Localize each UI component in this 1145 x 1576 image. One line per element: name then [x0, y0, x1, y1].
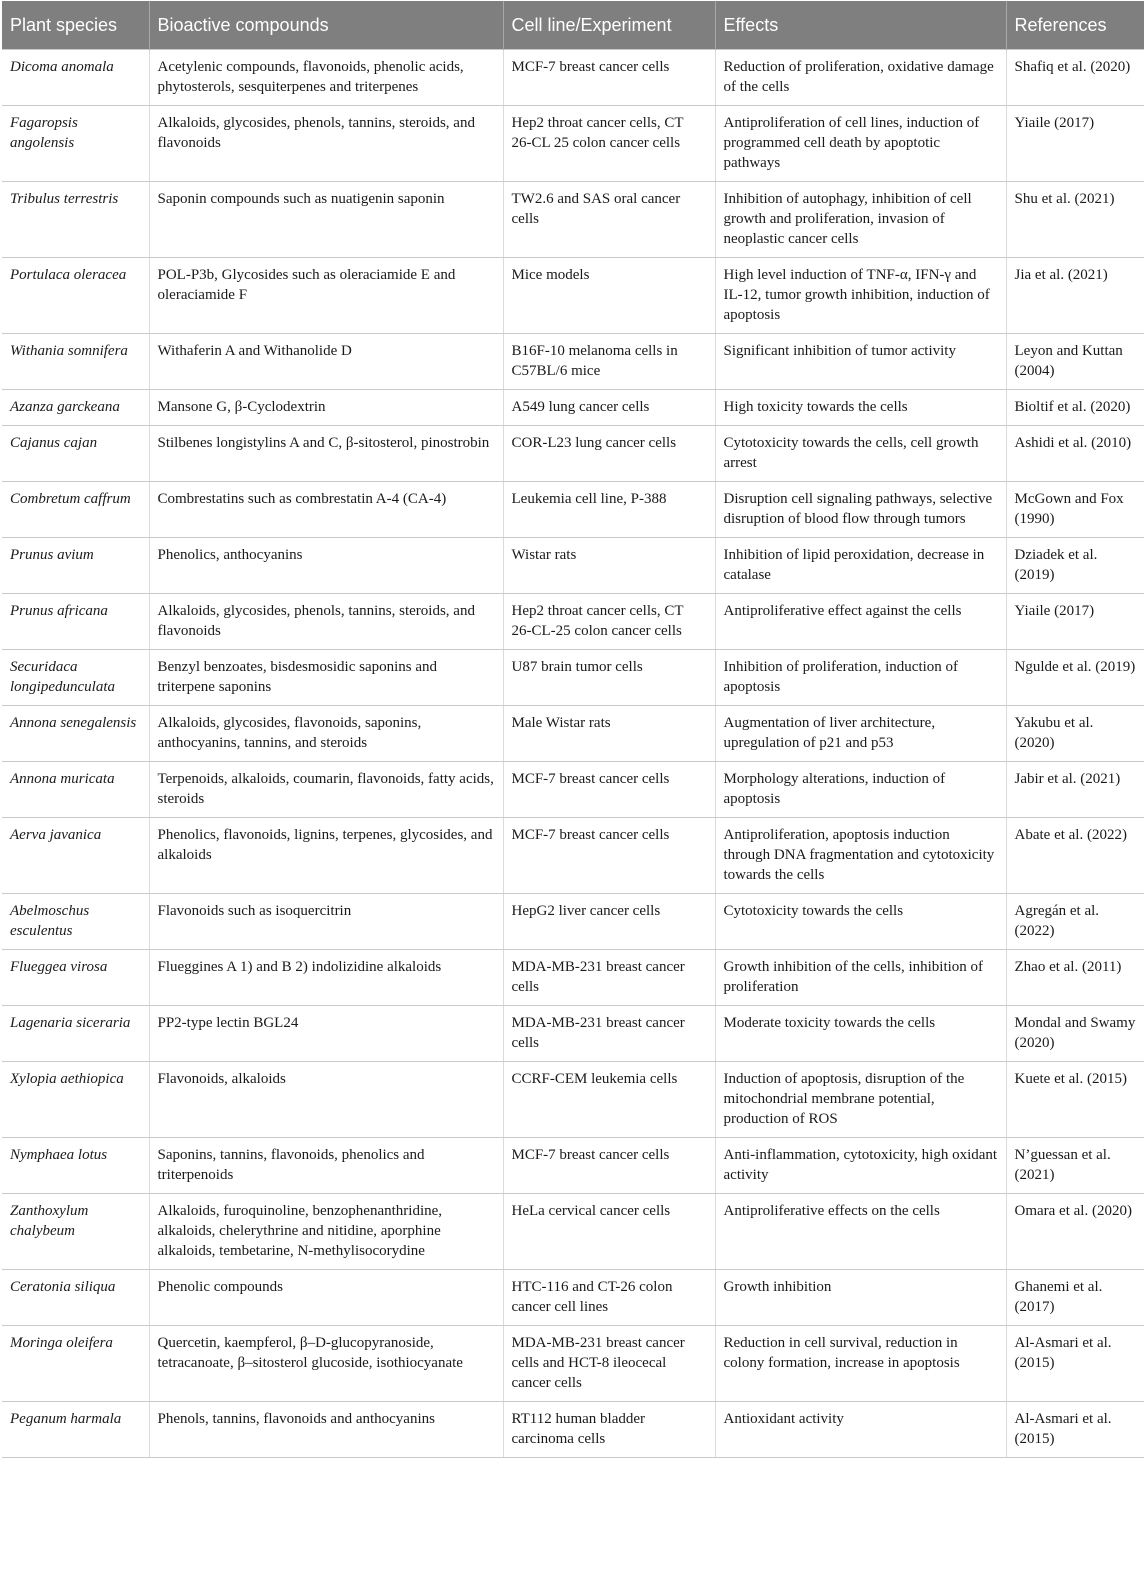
- table-row: [2, 818, 1144, 894]
- cell-cell-line: MCF-7 breast cancer cells: [503, 818, 715, 894]
- cell-cell-line: B16F-10 melanoma cells in C57BL/6 mice: [503, 334, 715, 390]
- cell-effects: Growth inhibition of the cells, inhibition of proliferation: [715, 950, 1006, 1006]
- cell-plant-species: Dicoma anomala: [2, 50, 149, 106]
- cell-plant-species: Combretum caffrum: [2, 482, 149, 538]
- cell-plant-species: Aerva javanica: [2, 818, 149, 894]
- table-row: [2, 1270, 1144, 1326]
- cell-cell-line: TW2.6 and SAS oral cancer cells: [503, 182, 715, 258]
- cell-plant-species: Azanza garckeana: [2, 390, 149, 426]
- cell-cell-line: MDA-MB-231 breast cancer cells: [503, 1006, 715, 1062]
- cell-cell-line: MCF-7 breast cancer cells: [503, 762, 715, 818]
- cell-cell-line: HeLa cervical cancer cells: [503, 1194, 715, 1270]
- cell-reference: Al-Asmari et al. (2015): [1006, 1326, 1144, 1402]
- header-row: [2, 1, 1144, 50]
- table-row: [2, 650, 1144, 706]
- cell-effects: Augmentation of liver architecture, upregulation of p21 and p53: [715, 706, 1006, 762]
- cell-effects: Reduction of proliferation, oxidative damage of the cells: [715, 50, 1006, 106]
- cell-bioactive-compounds: Flavonoids such as isoquercitrin: [149, 894, 503, 950]
- cell-bioactive-compounds: Quercetin, kaempferol, β–D-glucopyranoside, tetracanoate, β–sitosterol glucoside, isothiocyanate: [149, 1326, 503, 1402]
- table-row: [2, 706, 1144, 762]
- cell-reference: Al-Asmari et al. (2015): [1006, 1402, 1144, 1458]
- cell-reference: Omara et al. (2020): [1006, 1194, 1144, 1270]
- cell-bioactive-compounds: Terpenoids, alkaloids, coumarin, flavonoids, fatty acids, steroids: [149, 762, 503, 818]
- cell-effects: High level induction of TNF-α, IFN-γ and IL-12, tumor growth inhibition, induction of apoptosis: [715, 258, 1006, 334]
- cell-effects: Anti-inflammation, cytotoxicity, high oxidant activity: [715, 1138, 1006, 1194]
- cell-plant-species: Fagaropsis angolensis: [2, 106, 149, 182]
- table-row: [2, 594, 1144, 650]
- cell-cell-line: A549 lung cancer cells: [503, 390, 715, 426]
- cell-bioactive-compounds: Alkaloids, furoquinoline, benzophenanthridine, alkaloids, chelerythrine and nitidine, aporphine alkaloids, tembetarine, N-methylisocorydine: [149, 1194, 503, 1270]
- table-row: [2, 1402, 1144, 1458]
- table-row: [2, 1194, 1144, 1270]
- cell-plant-species: Moringa oleifera: [2, 1326, 149, 1402]
- cell-reference: Leyon and Kuttan (2004): [1006, 334, 1144, 390]
- cell-effects: Antioxidant activity: [715, 1402, 1006, 1458]
- cell-effects: Antiproliferation, apoptosis induction through DNA fragmentation and cytotoxicity towards the cells: [715, 818, 1006, 894]
- cell-reference: Ashidi et al. (2010): [1006, 426, 1144, 482]
- table-row: [2, 1062, 1144, 1138]
- cell-bioactive-compounds: Alkaloids, glycosides, phenols, tannins, steroids, and flavonoids: [149, 594, 503, 650]
- cell-bioactive-compounds: Stilbenes longistylins A and C, β-sitosterol, pinostrobin: [149, 426, 503, 482]
- cell-cell-line: MDA-MB-231 breast cancer cells and HCT-8 ileocecal cancer cells: [503, 1326, 715, 1402]
- table-row: [2, 1006, 1144, 1062]
- cell-effects: Antiproliferation of cell lines, induction of programmed cell death by apoptotic pathways: [715, 106, 1006, 182]
- cell-cell-line: U87 brain tumor cells: [503, 650, 715, 706]
- cell-reference: Shafiq et al. (2020): [1006, 50, 1144, 106]
- cell-cell-line: MDA-MB-231 breast cancer cells: [503, 950, 715, 1006]
- header-effects: Effects: [715, 1, 1006, 50]
- cell-reference: Ngulde et al. (2019): [1006, 650, 1144, 706]
- table-row: [2, 1326, 1144, 1402]
- cell-reference: McGown and Fox (1990): [1006, 482, 1144, 538]
- cell-bioactive-compounds: Acetylenic compounds, flavonoids, phenolic acids, phytosterols, sesquiterpenes and triterpenes: [149, 50, 503, 106]
- cell-reference: Bioltif et al. (2020): [1006, 390, 1144, 426]
- table-row: [2, 258, 1144, 334]
- cell-reference: Jabir et al. (2021): [1006, 762, 1144, 818]
- cell-bioactive-compounds: Saponins, tannins, flavonoids, phenolics and triterpenoids: [149, 1138, 503, 1194]
- cell-bioactive-compounds: Flueggines A 1) and B 2) indolizidine alkaloids: [149, 950, 503, 1006]
- cell-reference: N’guessan et al. (2021): [1006, 1138, 1144, 1194]
- cell-reference: Yiaile (2017): [1006, 594, 1144, 650]
- cell-bioactive-compounds: Alkaloids, glycosides, flavonoids, saponins, anthocyanins, tannins, and steroids: [149, 706, 503, 762]
- cell-cell-line: Wistar rats: [503, 538, 715, 594]
- header-bioactive-compounds: Bioactive compounds: [149, 1, 503, 50]
- cell-plant-species: Securidaca longipedunculata: [2, 650, 149, 706]
- cell-cell-line: Male Wistar rats: [503, 706, 715, 762]
- cell-reference: Yakubu et al. (2020): [1006, 706, 1144, 762]
- table-body: [2, 50, 1144, 1458]
- cell-reference: Zhao et al. (2011): [1006, 950, 1144, 1006]
- table-row: [2, 538, 1144, 594]
- cell-cell-line: Hep2 throat cancer cells, CT 26-CL 25 colon cancer cells: [503, 106, 715, 182]
- cell-bioactive-compounds: Phenolic compounds: [149, 1270, 503, 1326]
- cell-bioactive-compounds: PP2-type lectin BGL24: [149, 1006, 503, 1062]
- cell-cell-line: HTC-116 and CT-26 colon cancer cell lines: [503, 1270, 715, 1326]
- table-row: [2, 482, 1144, 538]
- cell-reference: Kuete et al. (2015): [1006, 1062, 1144, 1138]
- table-row: [2, 894, 1144, 950]
- cell-plant-species: Annona senegalensis: [2, 706, 149, 762]
- cell-bioactive-compounds: Phenolics, anthocyanins: [149, 538, 503, 594]
- header-references: References: [1006, 1, 1144, 50]
- table-row: [2, 1138, 1144, 1194]
- table-header: [2, 1, 1144, 50]
- cell-cell-line: Hep2 throat cancer cells, CT 26-CL-25 colon cancer cells: [503, 594, 715, 650]
- cell-reference: Mondal and Swamy (2020): [1006, 1006, 1144, 1062]
- cell-effects: Antiproliferative effect against the cells: [715, 594, 1006, 650]
- cell-plant-species: Abelmoschus esculentus: [2, 894, 149, 950]
- cell-bioactive-compounds: Saponin compounds such as nuatigenin saponin: [149, 182, 503, 258]
- cell-reference: Yiaile (2017): [1006, 106, 1144, 182]
- header-cell-line: Cell line/Experiment: [503, 1, 715, 50]
- cell-bioactive-compounds: Benzyl benzoates, bisdesmosidic saponins and triterpene saponins: [149, 650, 503, 706]
- cell-bioactive-compounds: Alkaloids, glycosides, phenols, tannins, steroids, and flavonoids: [149, 106, 503, 182]
- cell-plant-species: Portulaca oleracea: [2, 258, 149, 334]
- plant-bioactivity-table: [2, 1, 1144, 1458]
- cell-bioactive-compounds: Phenolics, flavonoids, lignins, terpenes, glycosides, and alkaloids: [149, 818, 503, 894]
- cell-bioactive-compounds: Flavonoids, alkaloids: [149, 1062, 503, 1138]
- cell-plant-species: Annona muricata: [2, 762, 149, 818]
- cell-effects: High toxicity towards the cells: [715, 390, 1006, 426]
- table-row: [2, 334, 1144, 390]
- cell-effects: Induction of apoptosis, disruption of the mitochondrial membrane potential, production of ROS: [715, 1062, 1006, 1138]
- cell-bioactive-compounds: Combrestatins such as combrestatin A-4 (CA-4): [149, 482, 503, 538]
- cell-plant-species: Prunus avium: [2, 538, 149, 594]
- table-row: [2, 426, 1144, 482]
- table-row: [2, 390, 1144, 426]
- cell-reference: Ghanemi et al. (2017): [1006, 1270, 1144, 1326]
- header-plant-species: Plant species: [2, 1, 149, 50]
- cell-cell-line: Leukemia cell line, P-388: [503, 482, 715, 538]
- cell-plant-species: Nymphaea lotus: [2, 1138, 149, 1194]
- cell-effects: Inhibition of proliferation, induction of apoptosis: [715, 650, 1006, 706]
- cell-bioactive-compounds: POL-P3b, Glycosides such as oleraciamide E and oleraciamide F: [149, 258, 503, 334]
- table-row: [2, 950, 1144, 1006]
- cell-effects: Cytotoxicity towards the cells, cell growth arrest: [715, 426, 1006, 482]
- cell-reference: Shu et al. (2021): [1006, 182, 1144, 258]
- cell-effects: Morphology alterations, induction of apoptosis: [715, 762, 1006, 818]
- cell-reference: Dziadek et al. (2019): [1006, 538, 1144, 594]
- cell-plant-species: Ceratonia siliqua: [2, 1270, 149, 1326]
- cell-cell-line: MCF-7 breast cancer cells: [503, 1138, 715, 1194]
- cell-effects: Cytotoxicity towards the cells: [715, 894, 1006, 950]
- cell-plant-species: Prunus africana: [2, 594, 149, 650]
- cell-plant-species: Xylopia aethiopica: [2, 1062, 149, 1138]
- cell-cell-line: RT112 human bladder carcinoma cells: [503, 1402, 715, 1458]
- cell-cell-line: HepG2 liver cancer cells: [503, 894, 715, 950]
- cell-cell-line: COR-L23 lung cancer cells: [503, 426, 715, 482]
- cell-effects: Growth inhibition: [715, 1270, 1006, 1326]
- table-row: [2, 50, 1144, 106]
- cell-bioactive-compounds: Phenols, tannins, flavonoids and anthocyanins: [149, 1402, 503, 1458]
- cell-plant-species: Zanthoxylum chalybeum: [2, 1194, 149, 1270]
- cell-bioactive-compounds: Mansone G, β-Cyclodextrin: [149, 390, 503, 426]
- cell-effects: Significant inhibition of tumor activity: [715, 334, 1006, 390]
- cell-effects: Reduction in cell survival, reduction in colony formation, increase in apoptosis: [715, 1326, 1006, 1402]
- cell-effects: Inhibition of lipid peroxidation, decrease in catalase: [715, 538, 1006, 594]
- cell-effects: Inhibition of autophagy, inhibition of cell growth and proliferation, invasion of neoplastic cancer cells: [715, 182, 1006, 258]
- cell-plant-species: Withania somnifera: [2, 334, 149, 390]
- table-row: [2, 106, 1144, 182]
- cell-plant-species: Flueggea virosa: [2, 950, 149, 1006]
- cell-effects: Disruption cell signaling pathways, selective disruption of blood flow through tumors: [715, 482, 1006, 538]
- cell-reference: Agregán et al. (2022): [1006, 894, 1144, 950]
- table-row: [2, 762, 1144, 818]
- cell-cell-line: MCF-7 breast cancer cells: [503, 50, 715, 106]
- cell-bioactive-compounds: Withaferin A and Withanolide D: [149, 334, 503, 390]
- cell-effects: Moderate toxicity towards the cells: [715, 1006, 1006, 1062]
- cell-cell-line: Mice models: [503, 258, 715, 334]
- cell-plant-species: Cajanus cajan: [2, 426, 149, 482]
- cell-cell-line: CCRF-CEM leukemia cells: [503, 1062, 715, 1138]
- cell-reference: Jia et al. (2021): [1006, 258, 1144, 334]
- cell-plant-species: Peganum harmala: [2, 1402, 149, 1458]
- cell-plant-species: Tribulus terrestris: [2, 182, 149, 258]
- cell-plant-species: Lagenaria siceraria: [2, 1006, 149, 1062]
- cell-reference: Abate et al. (2022): [1006, 818, 1144, 894]
- table-row: [2, 182, 1144, 258]
- cell-effects: Antiproliferative effects on the cells: [715, 1194, 1006, 1270]
